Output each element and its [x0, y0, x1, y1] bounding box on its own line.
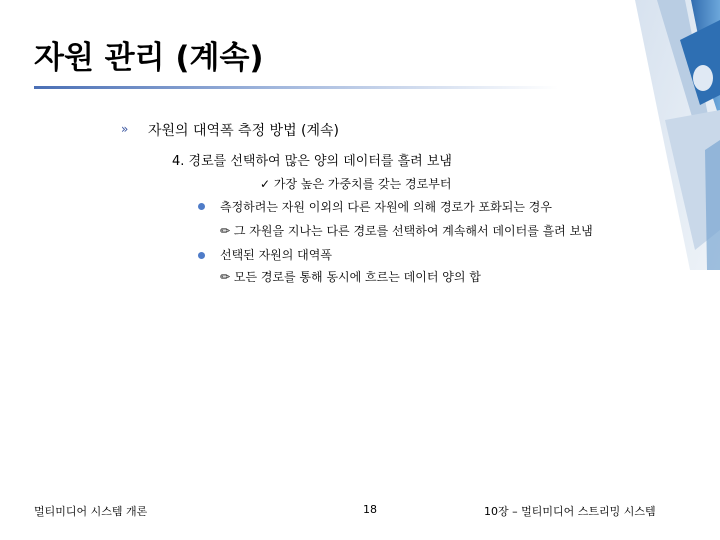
footer-chapter-title: 10장 – 멀티미디어 스트리밍 시스템 — [484, 505, 656, 518]
level2-numbered-text: 4. 경로를 선택하여 많은 양의 데이터를 흘려 보냄 — [172, 154, 452, 169]
title-underline — [34, 86, 558, 89]
bullet-text-1: 측정하려는 자원 이외의 다른 자원에 의해 경로가 포화되는 경우 — [220, 200, 552, 214]
level1-bullet-marker: » — [121, 122, 129, 136]
level1-text: 자원의 대역폭 측정 방법 (계속) — [148, 123, 340, 139]
bullet-dot-icon — [198, 203, 205, 210]
level3-check-text: ✓ 가장 높은 가중치를 갖는 경로부터 — [260, 177, 452, 191]
footer-course-title: 멀티미디어 시스템 개론 — [34, 505, 148, 518]
corner-decoration-image — [595, 0, 720, 270]
bullet-dot-icon — [198, 252, 205, 259]
bullet-subtext-1: ✏ 그 자원을 지나는 다른 경로를 선택하여 계속해서 데이터를 흘려 보냄 — [220, 224, 593, 238]
slide-title: 자원 관리 (계속) — [34, 40, 264, 76]
bullet-text-2: 선택된 자원의 대역폭 — [220, 248, 332, 262]
footer-page-number: 18 — [363, 503, 377, 516]
bullet-subtext-2: ✏ 모든 경로를 통해 동시에 흐르는 데이터 양의 합 — [220, 270, 481, 284]
